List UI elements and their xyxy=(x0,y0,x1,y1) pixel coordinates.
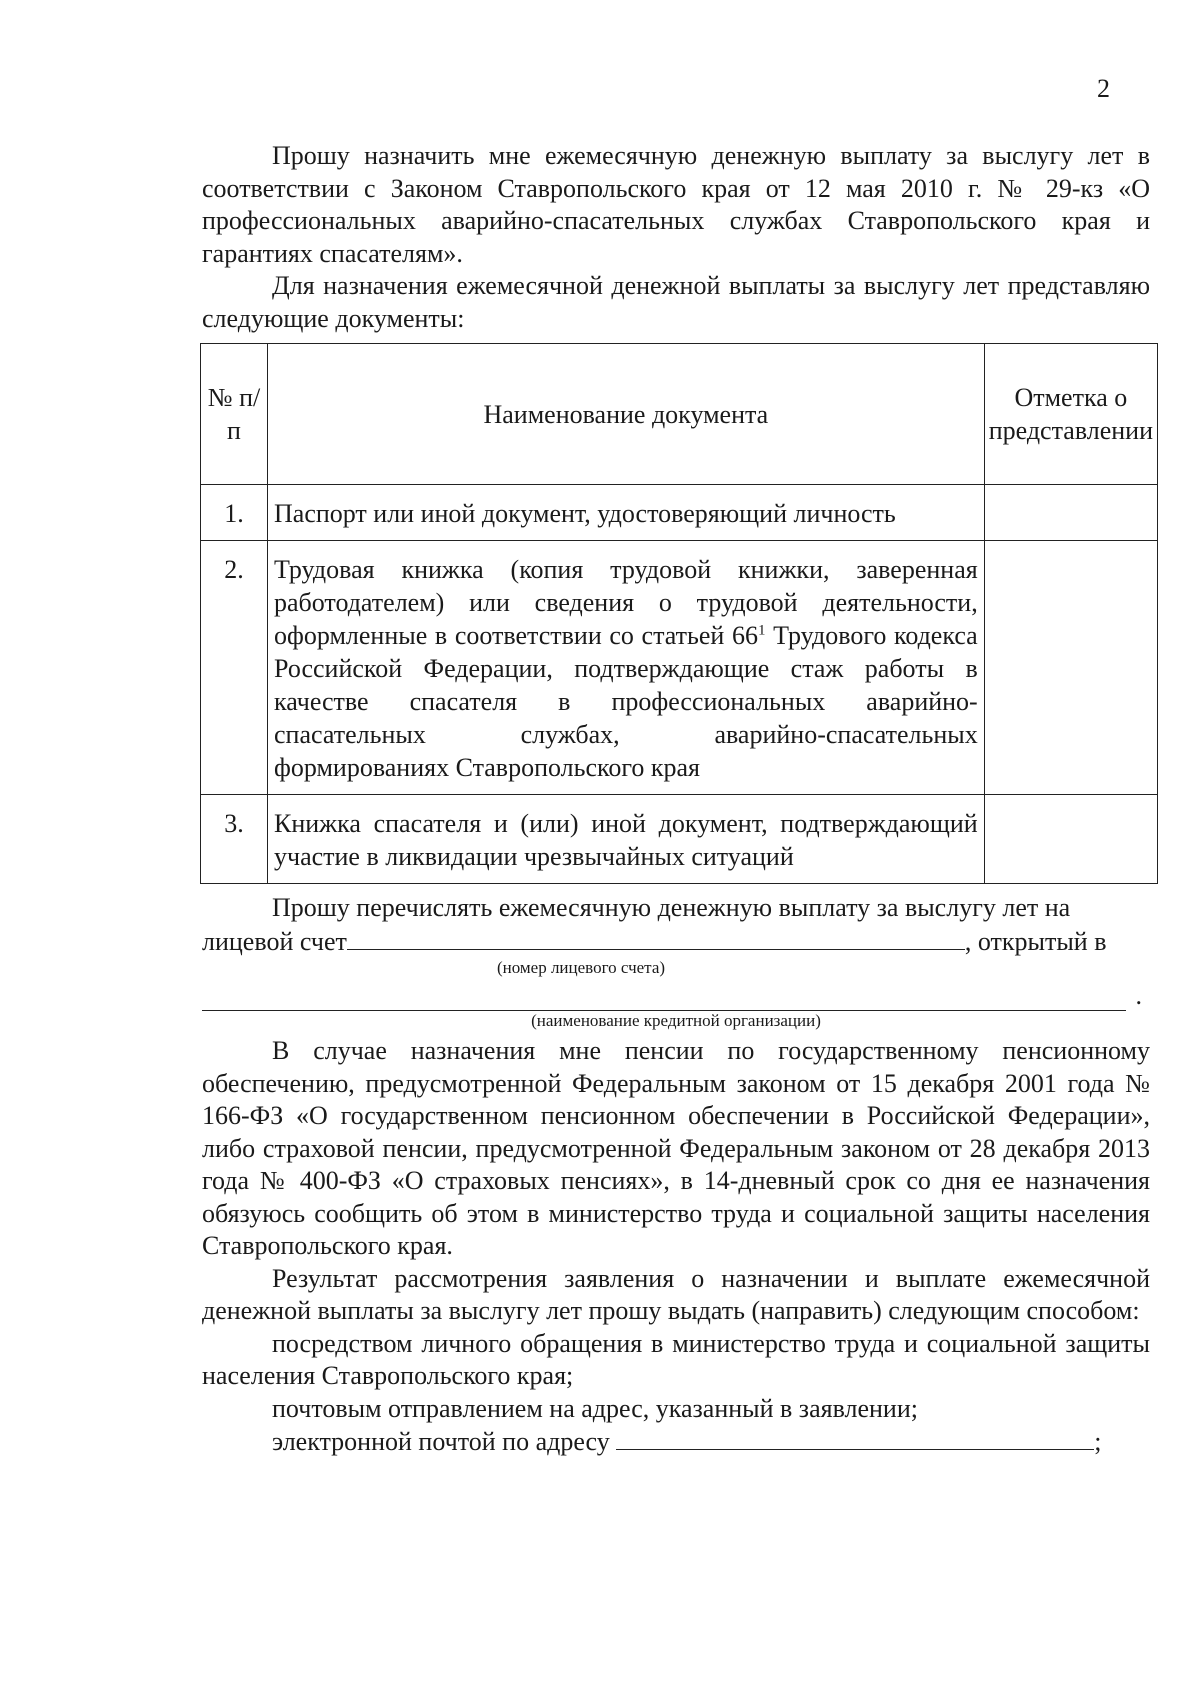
account-label: лицевой счет xyxy=(202,926,347,956)
payment-paragraph: Прошу перечислять ежемесячную денежную выплату за выслугу лет на xyxy=(272,893,1071,922)
table-row xyxy=(201,795,1158,884)
article-superscript: 1 xyxy=(757,622,766,639)
bank-caption: (наименование кредитной организации) xyxy=(531,1011,821,1030)
header-number: № п/п xyxy=(201,344,268,485)
account-suffix: , открытый в xyxy=(964,926,1107,956)
email-address-field[interactable] xyxy=(616,1425,1094,1450)
documents-table xyxy=(200,343,1158,884)
pension-paragraph: В случае назначения мне пенсии по государственному пенсионному обеспечению, предусмотренной Федеральным законом от 15 декабря 2001 года № 166-ФЗ «О государственном пенсионном обеспечении в Российской Федерации», либо страховой пенсии, предусмотренной Федеральным законом от 28 декабря 2013 года № 400-ФЗ «О страховых пенсиях», в 14-дневный срок со дня ее назначения обязуюсь сообщить об этом в министерство труда и социальной защиты населения Ставропольского края. xyxy=(202,1036,1150,1260)
header-document-name: Наименование документа xyxy=(268,344,985,485)
email-label: электронной почтой по адресу xyxy=(272,1427,610,1456)
row-number: 2. xyxy=(201,541,268,795)
row-document xyxy=(268,541,985,795)
documents-intro-paragraph: Для назначения ежемесячной денежной выплаты за выслугу лет представляю следующие документы: xyxy=(202,271,1150,333)
request-paragraph: Прошу назначить мне ежемесячную денежную выплату за выслугу лет в соответствии с Законом Ставропольского края от 12 мая 2010 г. № 29-кз «О профессиональных аварийно-спасательных службах Ставропольского края и гарантиях спасателям». xyxy=(202,141,1150,268)
table-row xyxy=(201,485,1158,541)
account-line xyxy=(202,925,1150,959)
table-header-row xyxy=(201,344,1158,485)
page-number: 2 xyxy=(1097,74,1110,103)
result-paragraph: Результат рассмотрения заявления о назначении и выплате ежемесячной денежной выплаты за выслугу лет прошу выдать (направить) следующим способом: xyxy=(202,1263,1150,1325)
option-personal: посредством личного обращения в министерство труда и социальной защиты населения Ставропольского края; xyxy=(202,1328,1150,1390)
row-document: Книжка спасателя и (или) иной документ, подтверждающий участие в ликвидации чрезвычайных ситуаций xyxy=(268,795,985,884)
row-mark-cell[interactable] xyxy=(984,541,1157,795)
row-document: Паспорт или иной документ, удостоверяющий личность xyxy=(268,485,985,541)
header-submission-mark: Отметка о представлении xyxy=(984,344,1157,485)
row-mark-cell[interactable] xyxy=(984,485,1157,541)
document-body xyxy=(202,140,1154,1459)
bank-name-field[interactable] xyxy=(202,980,1142,1011)
table-row xyxy=(201,541,1158,795)
account-caption: (номер лицевого счета) xyxy=(496,958,666,977)
row-document-part-b: Трудового кодекса Российской Федерации, подтверждающие стаж работы в качестве спасателя в профессиональных аварийно-спасательных службах, аварийно-спасательных формированиях Ставропольского края xyxy=(274,621,978,782)
option-postal: почтовым отправлением на адрес, указанный в заявлении; xyxy=(272,1393,918,1423)
bank-line-end: . xyxy=(1135,980,1142,1010)
row-number: 1. xyxy=(201,485,268,541)
row-mark-cell[interactable] xyxy=(984,795,1157,884)
row-number: 3. xyxy=(201,795,268,884)
email-line-end: ; xyxy=(1094,1427,1102,1456)
option-email xyxy=(202,1425,1150,1459)
account-number-field[interactable] xyxy=(347,925,965,950)
row-document-part-a: Трудовая книжка (копия трудовой книжки, заверенная работодателем) или сведения о трудовой деятельности, оформленные в соответствии со статьей 66 xyxy=(274,555,978,650)
